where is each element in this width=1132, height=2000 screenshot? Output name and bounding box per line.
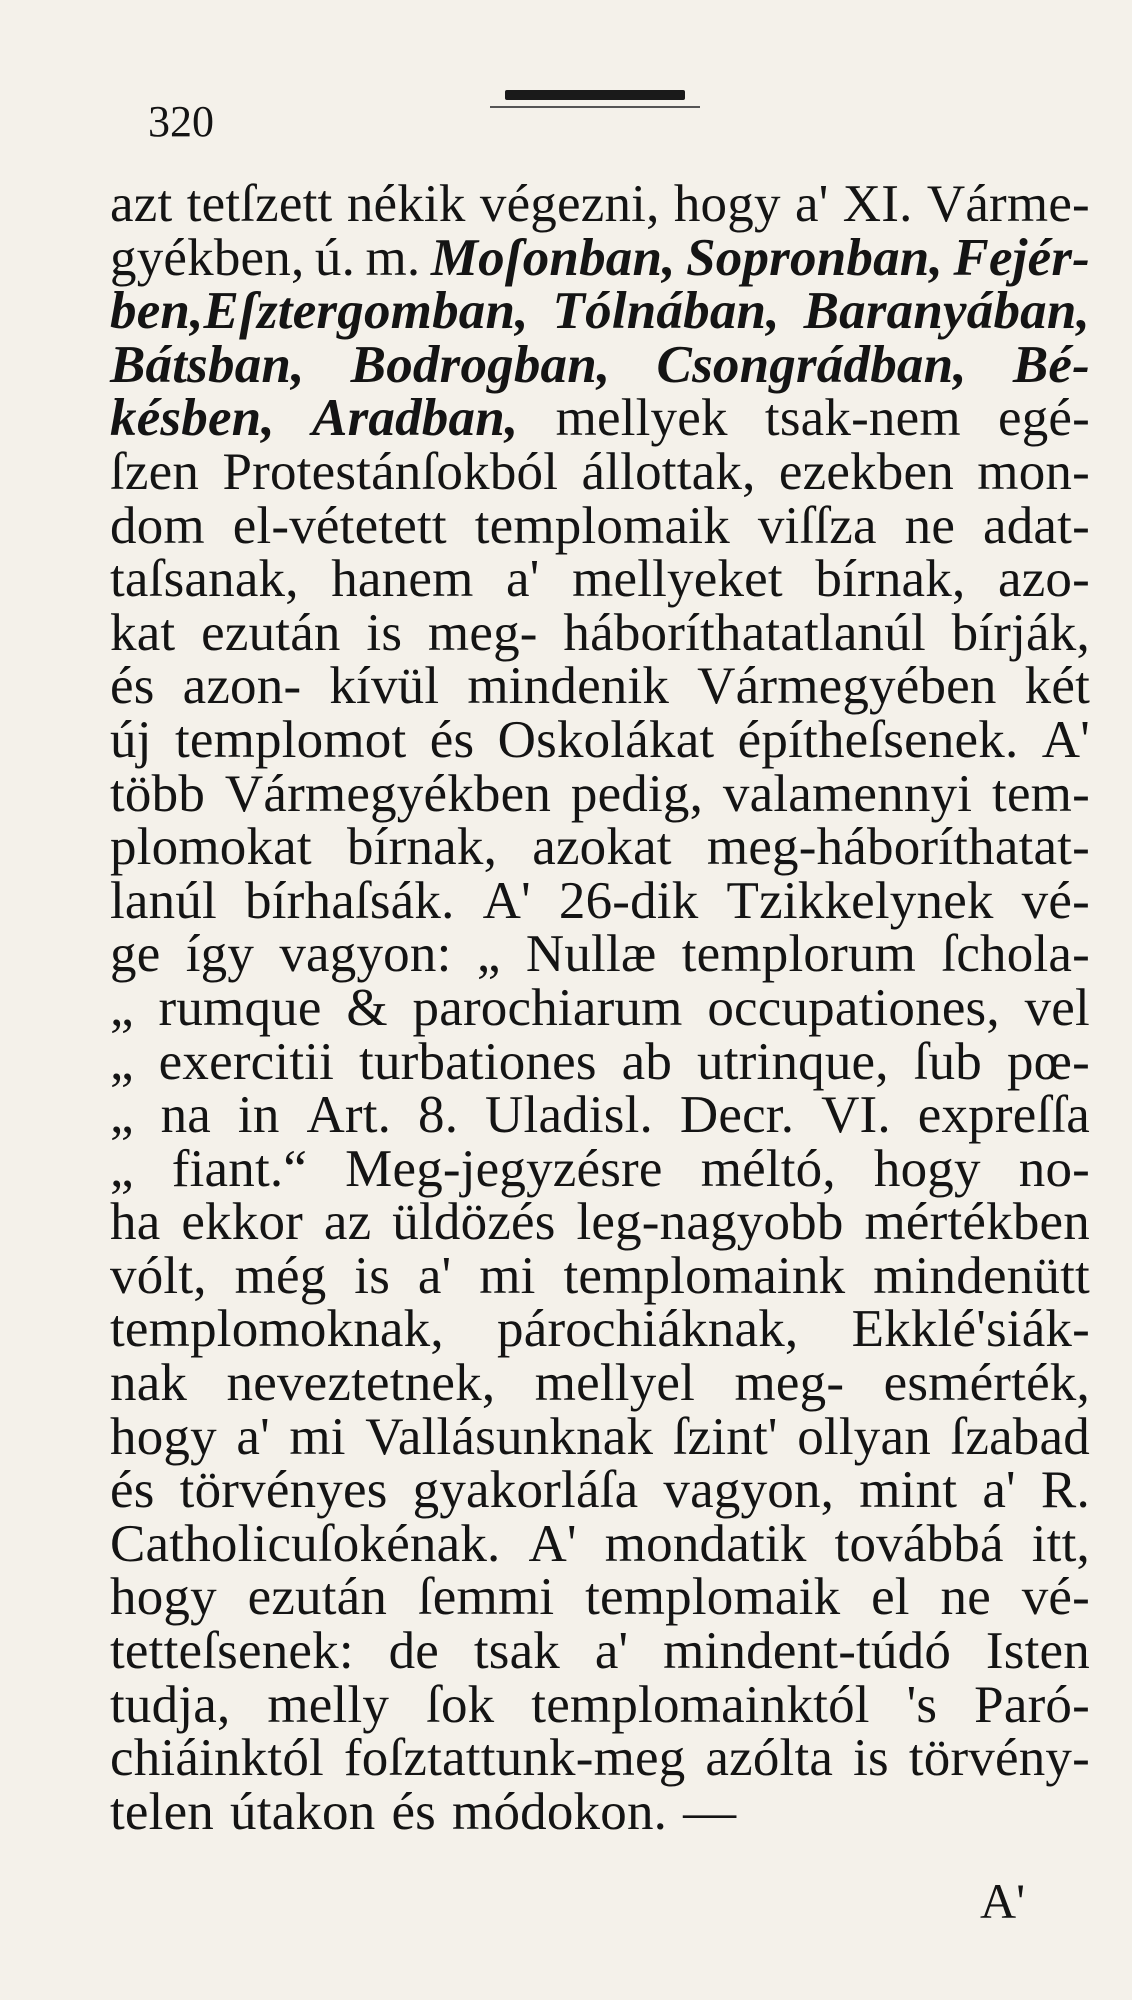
word: mindenütt [873, 1246, 1090, 1305]
word: mi [479, 1246, 536, 1305]
word: Meg-jegyzésre [345, 1139, 663, 1198]
word: ſzint' [672, 1407, 778, 1466]
word: VI. [821, 1086, 891, 1145]
word: bírhaſsák. [245, 871, 455, 930]
word: ne [904, 496, 956, 555]
word: több [110, 764, 206, 823]
header-rule [505, 90, 685, 100]
italic-word: Bé- [1012, 335, 1090, 394]
word: a' [236, 1407, 270, 1466]
word: bírnak, [346, 818, 498, 877]
text-line [110, 1729, 1090, 1788]
word: mellyeket [572, 550, 783, 609]
word: Nullæ [525, 925, 657, 984]
word: hanem [331, 550, 474, 609]
word: bírják, [951, 603, 1090, 662]
word: is [366, 603, 403, 662]
word: turbationes [359, 1032, 597, 1091]
text-line [110, 282, 1090, 341]
word: törvényes [179, 1461, 388, 1520]
word: Isten [985, 1622, 1090, 1681]
word: ezután [247, 1568, 388, 1627]
word: A' [1041, 710, 1090, 769]
word: állottak, [581, 442, 756, 501]
word: meg- [734, 1354, 845, 1413]
word: ſok [426, 1675, 495, 1734]
word: tem- [992, 764, 1090, 823]
word: Vármegyékben [224, 764, 552, 823]
word: bírnak, [815, 550, 966, 609]
word: 26-dik [558, 871, 699, 930]
word: azo- [997, 550, 1090, 609]
word: kat [110, 603, 176, 662]
word: 's [906, 1675, 938, 1734]
word: törvény- [908, 1729, 1090, 1788]
text-line [110, 1246, 1090, 1305]
word: 8. [418, 1086, 459, 1145]
word: lanúl [110, 871, 217, 930]
word: azt [110, 175, 173, 233]
word: és [110, 1461, 155, 1520]
word: ezekben [778, 442, 954, 501]
word: ſzen [110, 442, 200, 501]
word: vé- [1021, 871, 1090, 930]
word: kívül [329, 657, 440, 716]
text-line [110, 1086, 1090, 1145]
word: is [853, 1729, 889, 1788]
text-line [110, 1193, 1090, 1252]
word: utrinque, [697, 1032, 889, 1091]
word: ollyan [797, 1407, 931, 1466]
word: tetſzett [186, 175, 333, 233]
word: de [388, 1622, 439, 1681]
word: neveztetnek, [226, 1354, 496, 1413]
word: templomot [174, 710, 407, 769]
word: R. [1040, 1461, 1090, 1520]
word: mindent-túdó [663, 1622, 952, 1681]
word: pedig, [570, 764, 704, 823]
catchword: A' [980, 1873, 1026, 1929]
text-line [110, 764, 1090, 823]
text-line [110, 1514, 1090, 1573]
word: in [237, 1086, 280, 1145]
word: hogy [673, 175, 781, 233]
word: mértékben [864, 1193, 1090, 1252]
text-line [110, 1782, 1090, 1841]
text-line [110, 1300, 1090, 1359]
word: ab [621, 1032, 673, 1091]
text-line [110, 496, 1090, 555]
word: & [346, 978, 388, 1037]
word: vagyon, [663, 1461, 835, 1520]
italic-word: Sopronban, [686, 228, 943, 287]
word: taſsanak, [110, 550, 299, 609]
word: háboríthatatlanúl [563, 603, 926, 662]
word: expreſſa [917, 1086, 1090, 1145]
word: dom [110, 496, 205, 555]
text-line [110, 818, 1090, 877]
text-line [110, 1622, 1090, 1681]
text-line [110, 978, 1090, 1037]
text-line [110, 871, 1090, 930]
word: a' [594, 1622, 629, 1681]
word: Várme- [926, 175, 1090, 233]
word: tsak [473, 1622, 560, 1681]
italic-word: ben,Eſztergomban, [110, 282, 529, 341]
word: occupationes, [707, 978, 1000, 1037]
text-line [110, 1675, 1090, 1734]
page-number: 320 [148, 97, 214, 146]
word: melly [267, 1675, 390, 1734]
word: ezután [201, 603, 341, 662]
word: nékik [346, 175, 466, 233]
word: még [234, 1246, 327, 1305]
word: hogy [110, 1568, 217, 1627]
word: ú. [314, 228, 356, 287]
word: el [871, 1568, 910, 1627]
word: itt, [1031, 1514, 1090, 1573]
word: XI. [842, 175, 913, 233]
word: templomaik [474, 496, 730, 555]
word: templomaik [585, 1568, 841, 1627]
word: Catholicuſokénak. [110, 1514, 501, 1573]
word: Paró- [974, 1675, 1090, 1734]
word: ſub [913, 1032, 982, 1091]
word: mint [859, 1461, 958, 1520]
italic-word: Baranyában, [803, 282, 1090, 341]
word: módokon. [452, 1782, 668, 1841]
word: mellyek [555, 389, 728, 448]
word: hogy [110, 1407, 217, 1466]
word: is [354, 1246, 391, 1305]
word: templomaink [563, 1246, 846, 1305]
word: chiáinktól [110, 1729, 324, 1788]
word: templorum [681, 925, 917, 984]
text-line [110, 1407, 1090, 1466]
word: ekkor [181, 1193, 304, 1252]
word: és [110, 657, 155, 716]
word: templomainktól [531, 1675, 870, 1734]
word: mi [289, 1407, 346, 1466]
word: „ [110, 1139, 134, 1198]
word: fiant.“ [171, 1139, 308, 1198]
word: azokat [532, 818, 672, 877]
word: vel [1024, 978, 1090, 1037]
word: vé- [1021, 1568, 1090, 1627]
word: tetteſsenek: [110, 1622, 354, 1681]
word: új [110, 710, 152, 769]
italic-word: késben, [110, 389, 275, 448]
word: Tzikkelynek [726, 871, 994, 930]
italic-word: Fejér- [953, 228, 1090, 287]
text-line [110, 175, 1090, 233]
word: „ [110, 1086, 134, 1145]
word: egé- [998, 389, 1090, 448]
word: viſſza [757, 496, 877, 555]
italic-word: Csongrádban, [656, 335, 967, 394]
word: így [185, 925, 255, 984]
word: a' [506, 550, 540, 609]
word: valamennyi [722, 764, 973, 823]
text-line [110, 442, 1090, 501]
text-line [110, 1354, 1090, 1413]
word: meg-háboríthatat- [706, 818, 1090, 877]
word: telen [110, 1782, 214, 1841]
word: Art. [306, 1086, 392, 1145]
word: Oskolákat [497, 710, 715, 769]
word: plomokat [110, 818, 312, 877]
word: az [323, 1193, 372, 1252]
word: ne [940, 1568, 991, 1627]
word: azon- [182, 657, 302, 716]
text-line [110, 550, 1090, 609]
text-line [110, 1568, 1090, 1627]
italic-word: Tólnában, [552, 282, 780, 341]
text-line [110, 1139, 1090, 1198]
word: leg-nagyobb [576, 1193, 844, 1252]
word: hogy [873, 1139, 981, 1198]
word: mondatik [604, 1514, 807, 1573]
word: „ [110, 978, 134, 1037]
word: és [429, 710, 475, 769]
word: A' [528, 1514, 577, 1573]
italic-word: Moſonban, [430, 228, 676, 287]
text-line [110, 657, 1090, 716]
word: parochiarum [412, 978, 683, 1037]
word: adat- [983, 496, 1090, 555]
text-line [110, 1032, 1090, 1091]
word: esmérték, [883, 1354, 1090, 1413]
text-line [110, 1461, 1090, 1520]
body-text [110, 175, 1090, 1841]
word: — [683, 1782, 737, 1841]
word: el-vétetett [232, 496, 447, 555]
word: a' [794, 175, 829, 233]
word: m. [365, 228, 421, 287]
word: Vármegyében [697, 657, 997, 716]
word: gyékben, [110, 228, 305, 287]
word: „ [476, 925, 501, 984]
word: ha [110, 1193, 161, 1252]
word: Decr. [679, 1086, 795, 1145]
word: ſemmi [417, 1568, 555, 1627]
word: exercitii [158, 1032, 335, 1091]
italic-word: Bodrogban, [350, 335, 611, 394]
word: gyakorláſa [412, 1461, 639, 1520]
word: ge [110, 925, 161, 984]
word: mon- [977, 442, 1090, 501]
word: no- [1018, 1139, 1090, 1198]
word: rumque [158, 978, 322, 1037]
word: Ekklé'siák- [851, 1300, 1090, 1359]
word: vólt, [110, 1246, 207, 1305]
word: ſchola- [941, 925, 1090, 984]
word: méltó, [700, 1139, 836, 1198]
word: a' [417, 1246, 452, 1305]
word: két [1024, 657, 1090, 716]
word: meg- [427, 603, 538, 662]
word: Protestánſokból [222, 442, 559, 501]
word: tsak-nem [764, 389, 961, 448]
word: üldözés [392, 1193, 556, 1252]
word: a' [982, 1461, 1016, 1520]
text-line [110, 925, 1090, 984]
word: továbbá [834, 1514, 1004, 1573]
word: párochiáknak, [497, 1300, 799, 1359]
word: na [160, 1086, 212, 1145]
word: mellyel [534, 1354, 696, 1413]
word: végezni, [479, 175, 660, 233]
italic-word: Aradban, [312, 389, 519, 448]
word: Vallásunknak [365, 1407, 654, 1466]
text-line [110, 335, 1090, 394]
word: tudja, [110, 1675, 231, 1734]
word: azólta [705, 1729, 834, 1788]
text-line [110, 228, 1090, 287]
word: „ [110, 1032, 134, 1091]
text-line [110, 603, 1090, 662]
word: templomoknak, [110, 1300, 444, 1359]
word: ſzabad [950, 1407, 1090, 1466]
text-line [110, 710, 1090, 769]
word: és [391, 1782, 437, 1841]
word: foſztattunk-meg [343, 1729, 686, 1788]
text-line [110, 389, 1090, 448]
word: Uladisl. [485, 1086, 653, 1145]
word: építheſsenek. [737, 710, 1019, 769]
italic-word: Bátsban, [110, 335, 305, 394]
word: mindenik [467, 657, 670, 716]
word: vagyon: [279, 925, 452, 984]
word: A' [482, 871, 531, 930]
word: útakon [230, 1782, 376, 1841]
word: pœ- [1006, 1032, 1090, 1091]
word: nak [110, 1354, 188, 1413]
